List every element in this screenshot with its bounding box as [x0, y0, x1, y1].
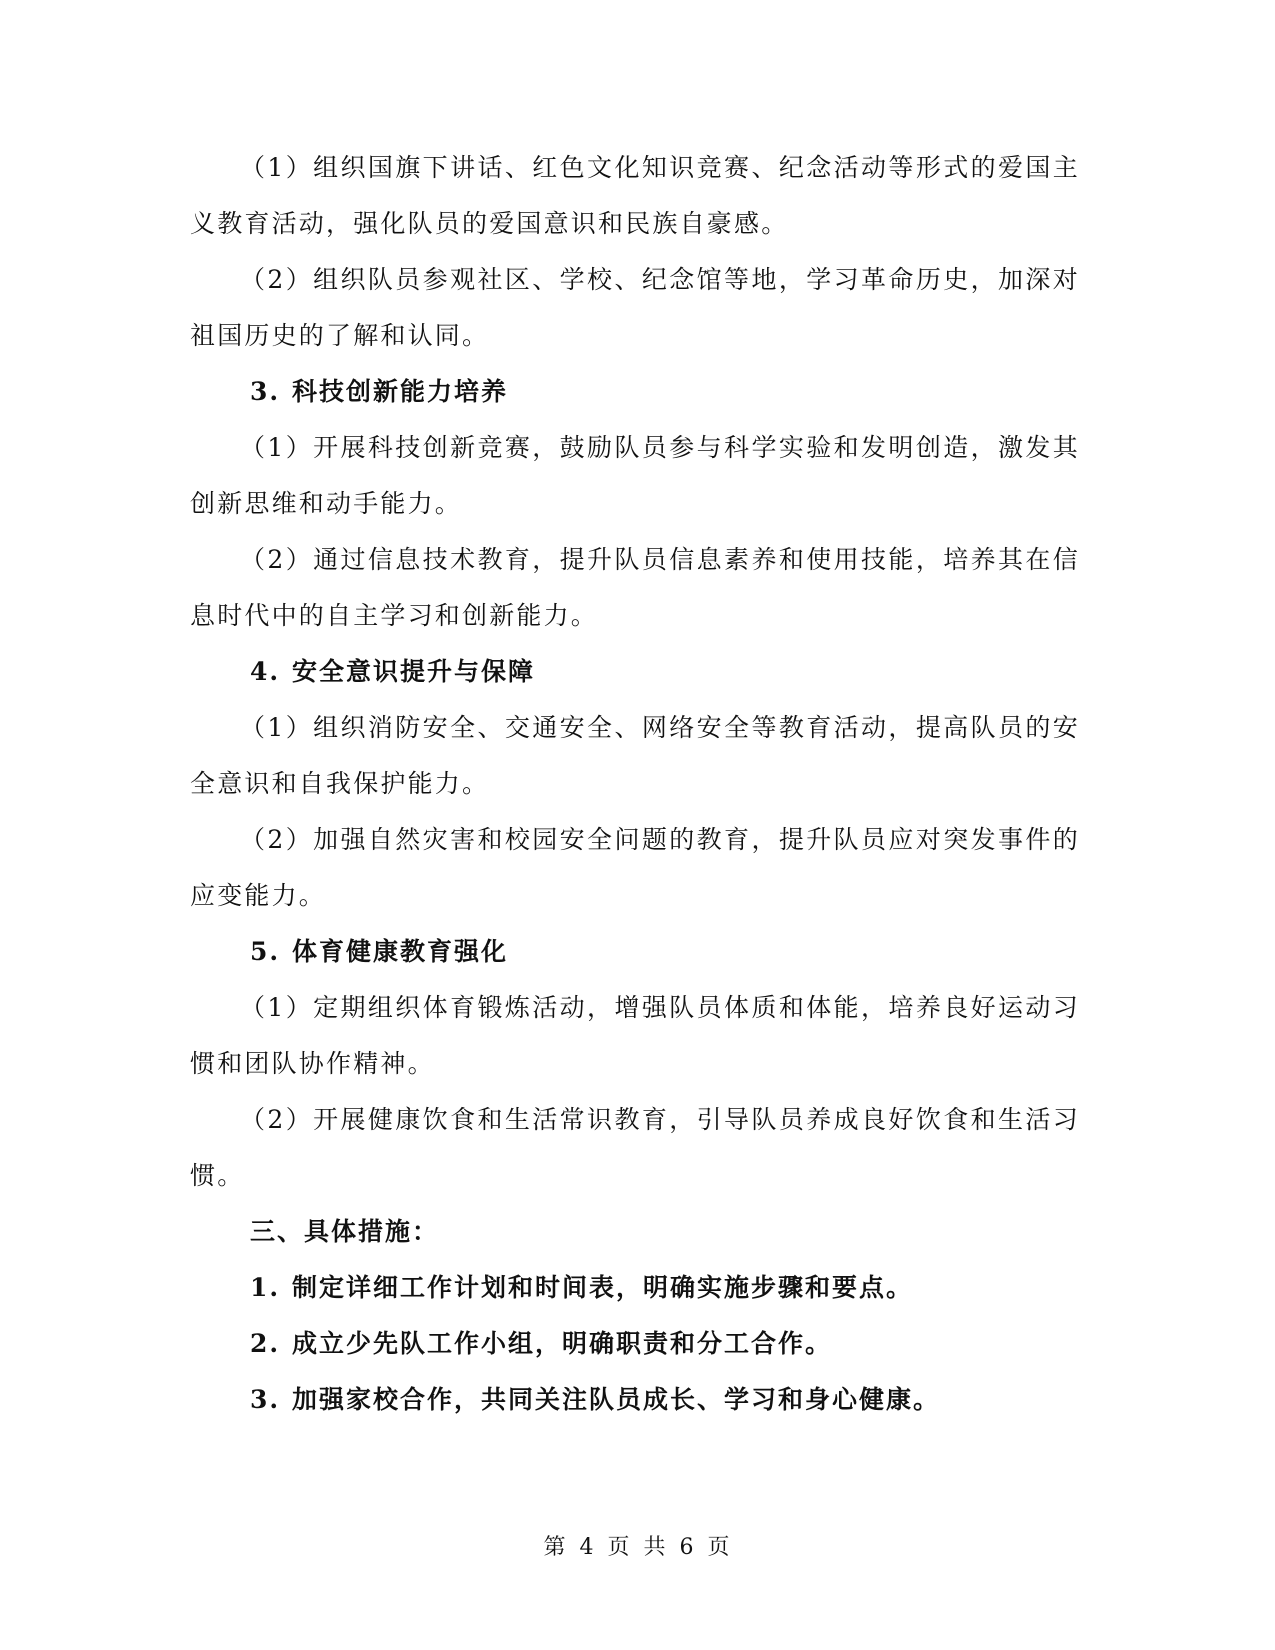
paragraph-sports-1: （1）定期组织体育锻炼活动，增强队员体质和体能，培养良好运动习惯和团队协作精神。: [190, 993, 1080, 1078]
heading-text: 科技创新能力培养: [292, 377, 509, 406]
footer-total-pages: 6: [679, 1535, 696, 1560]
measure-text: 加强家校合作，共同关注队员成长、学习和身心健康。: [292, 1385, 941, 1414]
paragraph-safety-2: （2）加强自然灾害和校园安全问题的教育，提升队员应对突发事件的应变能力。: [190, 825, 1080, 910]
footer-label-ye2: 页: [707, 1535, 732, 1560]
heading-text: 安全意识提升与保障: [292, 657, 536, 686]
page-footer: [0, 1530, 1275, 1561]
paragraph-sports-2: （2）开展健康饮食和生活常识教育，引导队员养成良好饮食和生活习惯。: [190, 1105, 1080, 1190]
section-title-measures: 三、具体措施：: [250, 1217, 440, 1246]
heading-number: 4.: [250, 657, 281, 686]
measure-number: 2.: [250, 1329, 281, 1358]
footer-label-di: 第: [543, 1535, 568, 1560]
footer-label-gong: 共: [643, 1535, 668, 1560]
paragraph-patriotic-1: （1）组织国旗下讲话、红色文化知识竞赛、纪念活动等形式的爱国主义教育活动，强化队员的爱国意识和民族自豪感。: [190, 153, 1080, 238]
footer-label-ye: 页: [607, 1535, 632, 1560]
measure-item-3: [190, 1372, 1080, 1428]
paragraph-tech-2: （2）通过信息技术教育，提升队员信息素养和使用技能，培养其在信息时代中的自主学习和创新能力。: [190, 545, 1080, 630]
heading-tech-innovation: [190, 364, 1080, 420]
measure-number: 3.: [250, 1385, 281, 1414]
paragraph-tech-1: （1）开展科技创新竞赛，鼓励队员参与科学实验和发明创造，激发其创新思维和动手能力。: [190, 433, 1080, 518]
footer-page-number: 4: [579, 1535, 596, 1560]
paragraph-patriotic-2: （2）组织队员参观社区、学校、纪念馆等地，学习革命历史，加深对祖国历史的了解和认同。: [190, 265, 1080, 350]
measure-text: 制定详细工作计划和时间表，明确实施步骤和要点。: [292, 1273, 914, 1302]
measure-number: 1.: [250, 1273, 281, 1302]
document-body: [190, 140, 1080, 1428]
heading-text: 体育健康教育强化: [292, 937, 509, 966]
measure-item-2: [190, 1316, 1080, 1372]
paragraph-safety-1: （1）组织消防安全、交通安全、网络安全等教育活动，提高队员的安全意识和自我保护能力。: [190, 713, 1080, 798]
heading-number: 5.: [250, 937, 281, 966]
measure-text: 成立少先队工作小组，明确职责和分工合作。: [292, 1329, 833, 1358]
heading-sports-health: [190, 924, 1080, 980]
heading-safety: [190, 644, 1080, 700]
measure-item-1: [190, 1260, 1080, 1316]
heading-number: 3.: [250, 377, 281, 406]
